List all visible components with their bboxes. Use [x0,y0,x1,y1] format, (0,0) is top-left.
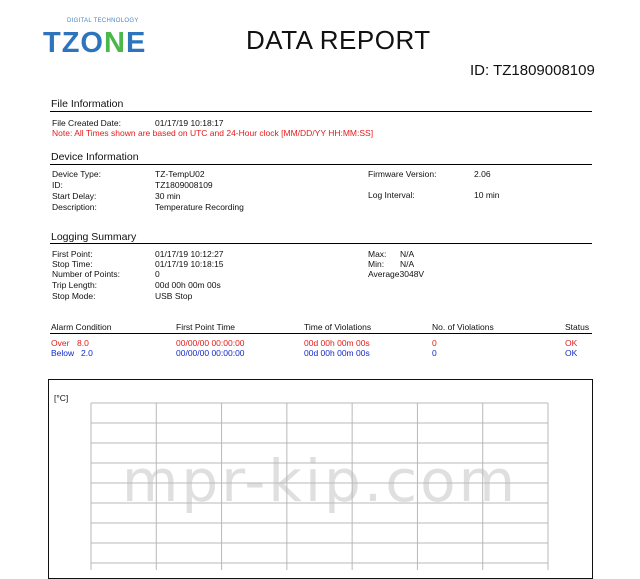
alarm-below-condition: Below [51,348,75,358]
alarm-over-time-violation: 00d 00h 00m 00s [304,338,370,348]
alarm-below-time-violation: 00d 00h 00m 00s [304,348,370,358]
file-created-value: 01/17/19 10:18:17 [155,118,224,128]
start-delay-value: 30 min [155,191,181,201]
logging-summary-heading: Logging Summary [51,231,137,243]
alarm-header-time-violations: Time of Violations [304,322,372,332]
alarm-over-threshold: 8.0 [77,338,89,348]
description-value: Temperature Recording [155,202,244,212]
min-value: N/A [400,259,415,269]
device-type-value: TZ-TempU02 [155,169,205,179]
average-value: Average3048V [368,269,425,279]
report-id: ID: TZ1809008109 [470,62,595,79]
points-label: Number of Points: [52,269,121,279]
report-title: DATA REPORT [246,25,431,55]
file-created-label: File Created Date: [52,118,121,128]
points-value: 0 [155,269,160,279]
stop-time-label: Stop Time: [52,259,93,269]
alarm-over-condition: Over [51,338,70,348]
alarm-over-status: OK [565,338,578,348]
log-interval-label: Log Interval: [368,190,415,200]
watermark: mpr-kip.com [121,447,519,515]
first-point-value: 01/17/19 10:12:27 [155,249,224,259]
device-id-value: TZ1809008109 [155,180,213,190]
alarm-over-first-point: 00/00/00 00:00:00 [176,338,245,348]
device-type-label: Device Type: [52,169,101,179]
chart-unit-label: [°C] [54,393,69,403]
max-value: N/A [400,249,415,259]
max-label: Max: [368,249,387,259]
logo-tagline: DIGITAL TECHNOLOGY [67,18,139,24]
file-info-heading: File Information [51,98,124,110]
description-label: Description: [52,202,97,212]
trip-length-label: Trip Length: [52,280,98,290]
firmware-label: Firmware Version: [368,169,437,179]
logo-wordmark: TZONE [43,27,147,59]
device-id-label: ID: [52,180,63,190]
alarm-below-count: 0 [432,348,437,358]
first-point-label: First Point: [52,249,93,259]
firmware-value: 2.06 [474,169,491,179]
alarm-over-count: 0 [432,338,437,348]
trip-length-value: 00d 00h 00m 00s [155,280,221,290]
device-info-heading: Device Information [51,151,139,163]
min-label: Min: [368,259,385,269]
stop-time-value: 01/17/19 10:18:15 [155,259,224,269]
alarm-header-condition: Alarm Condition [51,322,112,332]
log-interval-value: 10 min [474,190,500,200]
alarm-header-first-point: First Point Time [176,322,236,332]
alarm-header-violation-count: No. of Violations [432,322,494,332]
alarm-below-threshold: 2.0 [81,348,93,358]
alarm-header-status: Status [565,322,590,332]
alarm-below-first-point: 00/00/00 00:00:00 [176,348,245,358]
stop-mode-label: Stop Mode: [52,291,96,301]
alarm-below-status: OK [565,348,578,358]
utc-note: Note: All Times shown are based on UTC and 24-Hour clock [MM/DD/YY HH:MM:SS] [52,128,374,138]
start-delay-label: Start Delay: [52,191,97,201]
stop-mode-value: USB Stop [155,291,193,301]
